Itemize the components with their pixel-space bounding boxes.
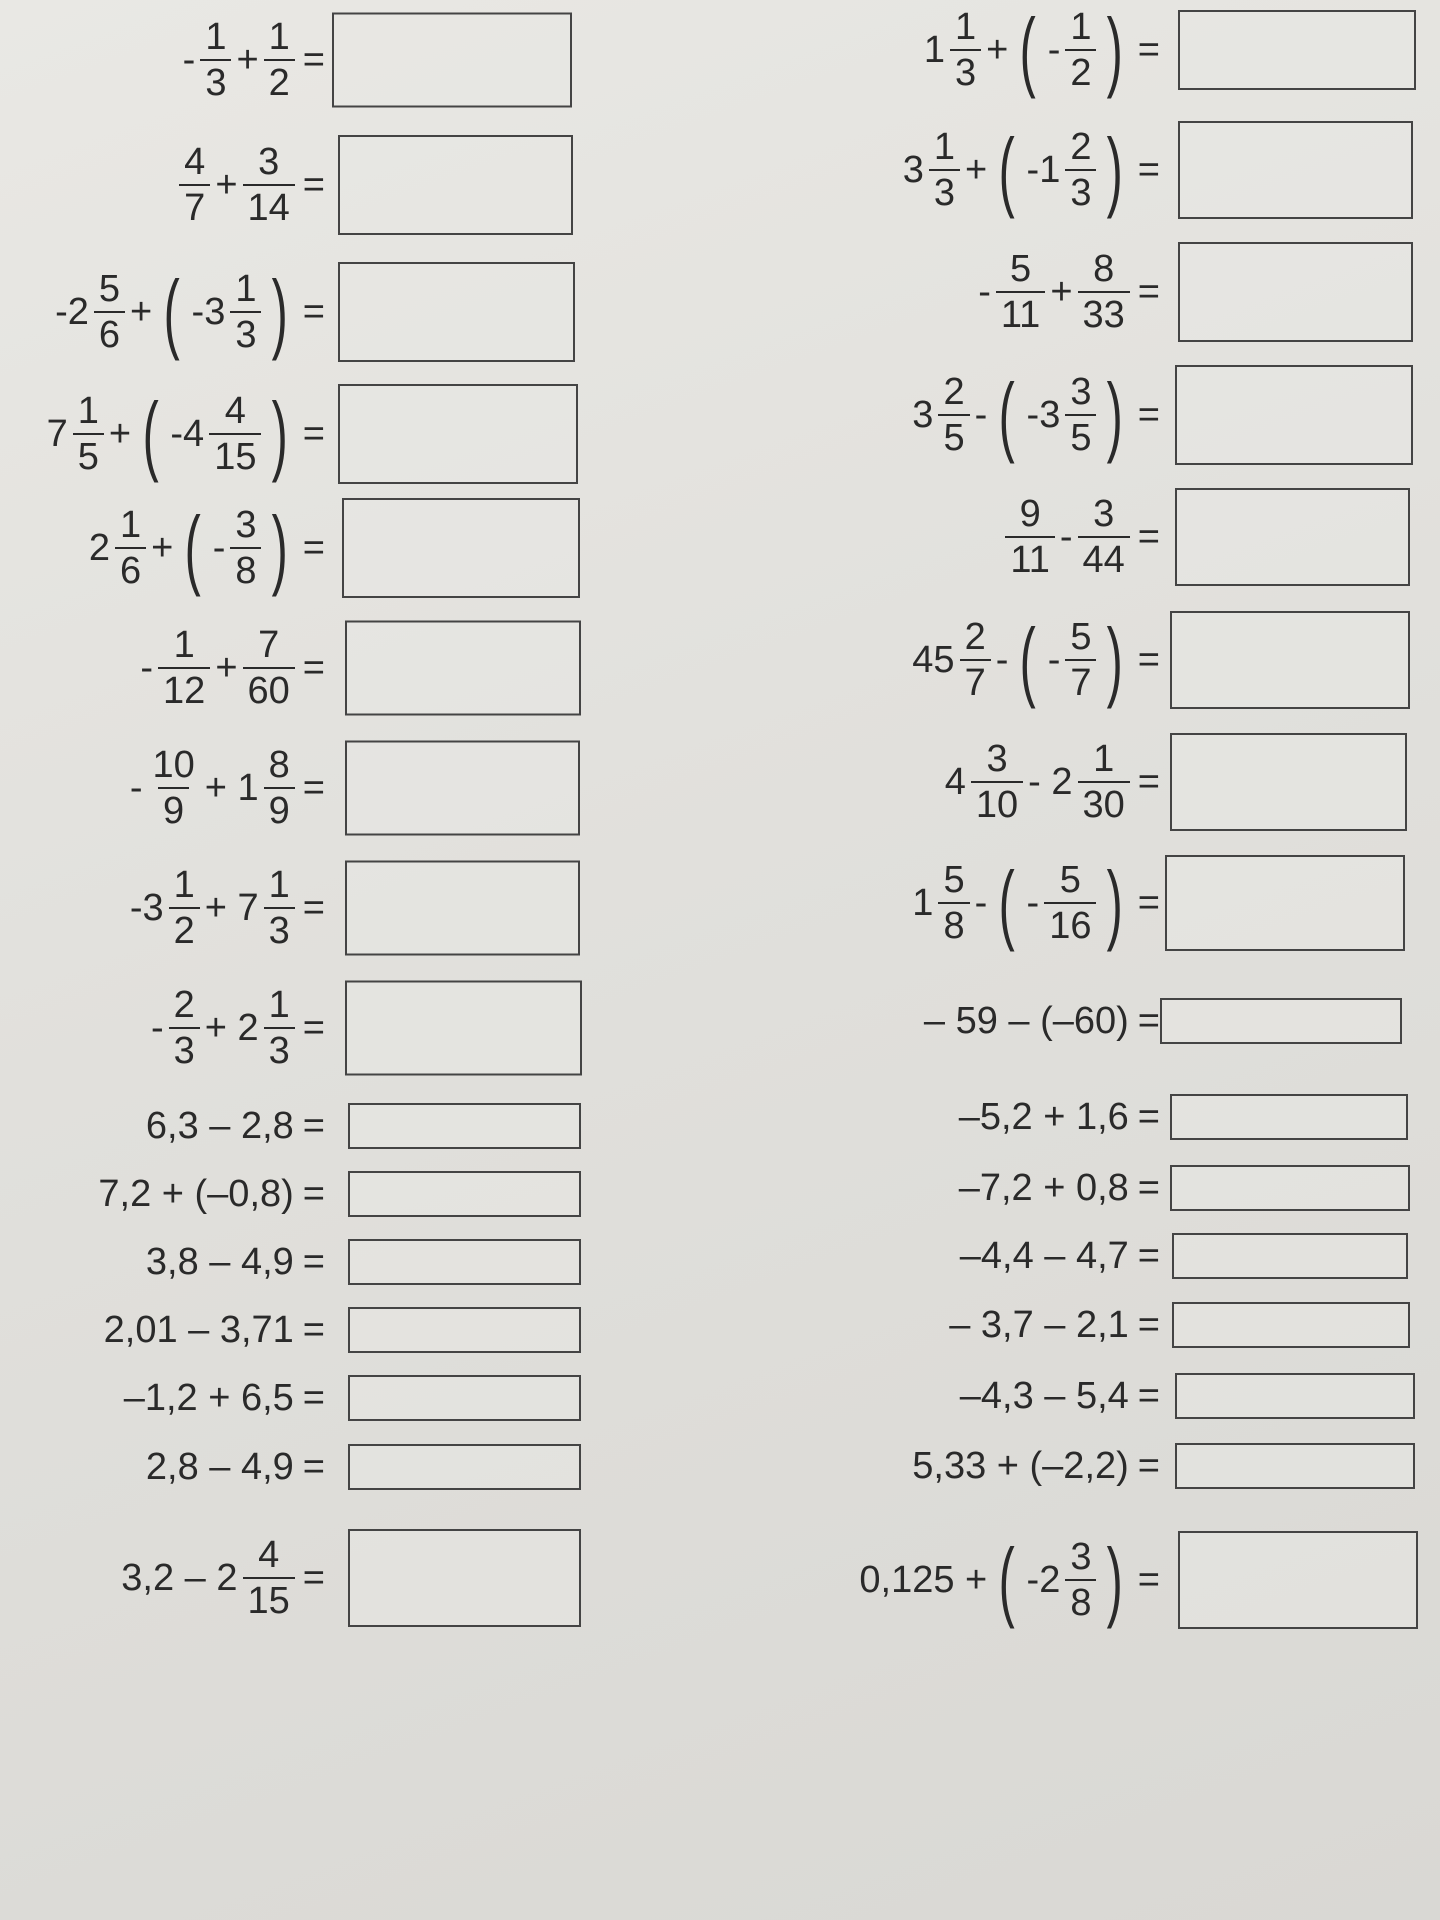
close-paren: ) bbox=[1107, 853, 1124, 952]
answer-box[interactable] bbox=[1178, 10, 1416, 90]
equals-sign: = bbox=[1137, 639, 1160, 681]
fraction bbox=[1065, 373, 1096, 457]
numerator: 1 bbox=[235, 268, 257, 310]
term: 2 bbox=[88, 527, 111, 569]
answer-box[interactable] bbox=[1178, 121, 1413, 219]
numerator: 1 bbox=[268, 864, 290, 906]
equals-sign: = bbox=[1137, 761, 1160, 803]
denominator: 30 bbox=[1078, 781, 1130, 824]
term: + 1 bbox=[204, 767, 259, 809]
answer-box[interactable] bbox=[1170, 1094, 1408, 1140]
term: 1 bbox=[923, 29, 946, 71]
equals-sign: = bbox=[302, 291, 325, 333]
term: – 59 – (–60) bbox=[923, 1000, 1129, 1042]
expression bbox=[957, 1237, 1160, 1275]
equals-sign: = bbox=[1137, 882, 1160, 924]
equals-sign: = bbox=[302, 164, 325, 206]
equals-sign: = bbox=[1137, 394, 1160, 436]
term: - bbox=[974, 882, 988, 924]
open-paren: ( bbox=[163, 262, 180, 361]
numerator: 1 bbox=[173, 624, 195, 666]
open-paren: ( bbox=[998, 1530, 1015, 1629]
equals-sign: = bbox=[1137, 516, 1160, 558]
term: 0,125 + bbox=[859, 1559, 988, 1601]
expression bbox=[143, 1107, 325, 1145]
denominator: 14 bbox=[243, 184, 295, 227]
term: - bbox=[978, 271, 991, 313]
denominator: 15 bbox=[209, 433, 261, 476]
term: + bbox=[151, 527, 174, 569]
open-paren: ( bbox=[1019, 0, 1037, 99]
open-paren: ( bbox=[184, 498, 202, 597]
fraction bbox=[115, 506, 146, 590]
numerator: 1 bbox=[173, 864, 195, 906]
expression bbox=[101, 1311, 325, 1349]
term: 3 bbox=[912, 394, 934, 436]
fraction bbox=[209, 392, 261, 476]
equals-sign: = bbox=[1137, 1235, 1160, 1277]
numerator: 1 bbox=[955, 6, 977, 48]
fraction bbox=[243, 626, 295, 710]
close-paren: ) bbox=[1107, 610, 1124, 709]
answer-box[interactable] bbox=[1170, 611, 1410, 709]
denominator: 5 bbox=[73, 433, 104, 476]
term: –4,3 – 5,4 bbox=[959, 1375, 1129, 1417]
open-paren: ( bbox=[998, 120, 1015, 219]
term: 1 bbox=[912, 882, 934, 924]
expression bbox=[121, 1379, 325, 1417]
equals-sign: = bbox=[1137, 1000, 1160, 1042]
fraction bbox=[179, 143, 210, 227]
term: + bbox=[215, 647, 238, 689]
fraction bbox=[200, 18, 231, 102]
term: + 7 bbox=[204, 887, 259, 929]
equals-sign: = bbox=[302, 1007, 325, 1049]
term: - bbox=[1059, 516, 1073, 558]
term: 3,2 – 2 bbox=[121, 1557, 238, 1599]
term: 3,8 – 4,9 bbox=[145, 1241, 294, 1283]
denominator: 8 bbox=[1065, 1579, 1096, 1622]
expression bbox=[148, 986, 325, 1070]
term: + bbox=[965, 149, 988, 191]
close-paren: ) bbox=[272, 384, 289, 483]
term: 6,3 – 2,8 bbox=[145, 1105, 294, 1147]
open-paren: ( bbox=[998, 853, 1015, 952]
expression bbox=[180, 18, 325, 102]
denominator: 3 bbox=[264, 1027, 295, 1070]
answer-box[interactable] bbox=[342, 498, 580, 598]
close-paren: ) bbox=[272, 262, 289, 361]
answer-box[interactable] bbox=[338, 135, 573, 235]
answer-box[interactable] bbox=[348, 1375, 581, 1421]
term: - 2 bbox=[1028, 761, 1073, 803]
close-paren: ) bbox=[1107, 120, 1124, 219]
numerator: 9 bbox=[1019, 493, 1041, 535]
close-paren: ) bbox=[272, 498, 289, 597]
term: + bbox=[108, 413, 132, 455]
expression bbox=[909, 610, 1160, 709]
denominator: 7 bbox=[1065, 659, 1096, 702]
term: -3 bbox=[191, 291, 226, 333]
open-paren: ( bbox=[1019, 610, 1037, 709]
equals-sign: = bbox=[302, 39, 325, 81]
equals-sign: = bbox=[1137, 1167, 1160, 1209]
fraction bbox=[1065, 8, 1096, 92]
answer-box[interactable] bbox=[1175, 488, 1410, 586]
denominator: 3 bbox=[950, 49, 981, 92]
term: -2 bbox=[1026, 1559, 1061, 1601]
expression bbox=[52, 262, 325, 361]
equals-sign: = bbox=[302, 1377, 325, 1419]
numerator: 1 bbox=[933, 126, 956, 168]
fraction bbox=[1078, 250, 1130, 334]
answer-box[interactable] bbox=[345, 981, 582, 1076]
expression bbox=[956, 1169, 1160, 1207]
denominator: 5 bbox=[938, 414, 969, 457]
denominator: 3 bbox=[200, 59, 231, 102]
equals-sign: = bbox=[302, 767, 325, 809]
expression bbox=[856, 1530, 1160, 1629]
expression bbox=[86, 498, 325, 597]
fraction bbox=[1065, 128, 1096, 212]
equals-sign: = bbox=[302, 1557, 325, 1599]
fraction bbox=[264, 866, 295, 950]
term: 5,33 + (–2,2) bbox=[912, 1445, 1129, 1487]
expression bbox=[118, 1536, 325, 1620]
answer-box[interactable] bbox=[348, 1529, 581, 1627]
fraction bbox=[230, 270, 261, 354]
expression bbox=[909, 1447, 1160, 1485]
answer-box[interactable] bbox=[1178, 1531, 1418, 1629]
close-paren: ) bbox=[1107, 0, 1124, 99]
expression bbox=[44, 384, 325, 483]
term: -3 bbox=[129, 887, 164, 929]
numerator: 1 bbox=[1070, 6, 1092, 48]
equals-sign: = bbox=[302, 527, 325, 569]
term: 2,8 – 4,9 bbox=[145, 1446, 294, 1488]
fraction bbox=[1065, 1538, 1096, 1622]
equals-sign: = bbox=[1137, 271, 1160, 313]
answer-box[interactable] bbox=[348, 1171, 581, 1217]
denominator: 12 bbox=[158, 667, 210, 710]
fraction bbox=[1044, 861, 1096, 945]
term: 2,01 – 3,71 bbox=[103, 1309, 294, 1351]
term: –4,4 – 4,7 bbox=[959, 1235, 1129, 1277]
term: -1 bbox=[1026, 149, 1061, 191]
equals-sign: = bbox=[302, 1309, 325, 1351]
equals-sign: = bbox=[1137, 1559, 1160, 1601]
term: - bbox=[182, 39, 196, 81]
fraction bbox=[147, 746, 199, 830]
numerator: 1 bbox=[268, 984, 290, 1026]
expression bbox=[900, 120, 1160, 219]
fraction bbox=[960, 618, 991, 702]
equals-sign: = bbox=[302, 1173, 325, 1215]
numerator: 3 bbox=[258, 141, 280, 183]
fraction bbox=[950, 8, 981, 92]
term: + bbox=[236, 39, 259, 81]
denominator: 5 bbox=[1065, 414, 1096, 457]
fraction bbox=[938, 373, 969, 457]
term: + bbox=[130, 291, 153, 333]
denominator: 9 bbox=[158, 787, 189, 830]
term: + bbox=[1050, 271, 1073, 313]
fraction bbox=[971, 740, 1023, 824]
expression bbox=[942, 740, 1160, 824]
answer-box[interactable] bbox=[1172, 1302, 1410, 1348]
numerator: 2 bbox=[173, 984, 195, 1026]
expression bbox=[957, 1377, 1160, 1415]
denominator: 6 bbox=[94, 311, 125, 354]
fraction bbox=[230, 506, 261, 590]
term: –1,2 + 6,5 bbox=[123, 1377, 294, 1419]
fraction bbox=[264, 746, 295, 830]
answer-box[interactable] bbox=[348, 1239, 581, 1285]
term: 7 bbox=[46, 413, 68, 455]
term: 45 bbox=[912, 639, 955, 681]
denominator: 11 bbox=[1005, 536, 1054, 579]
numerator: 10 bbox=[152, 744, 195, 786]
term: - bbox=[974, 394, 988, 436]
answer-box[interactable] bbox=[1160, 998, 1402, 1044]
fraction bbox=[938, 861, 969, 945]
expression bbox=[909, 853, 1160, 952]
answer-box[interactable] bbox=[332, 13, 572, 108]
equals-sign: = bbox=[1137, 1304, 1160, 1346]
expression bbox=[921, 0, 1160, 99]
equals-sign: = bbox=[1137, 1096, 1160, 1138]
term: –5,2 + 1,6 bbox=[958, 1096, 1129, 1138]
equals-sign: = bbox=[1137, 1445, 1160, 1487]
equals-sign: = bbox=[302, 647, 325, 689]
numerator: 1 bbox=[1093, 738, 1115, 780]
term: - bbox=[1047, 29, 1061, 71]
numerator: 5 bbox=[1059, 859, 1081, 901]
term: - bbox=[1047, 639, 1061, 681]
equals-sign: = bbox=[302, 1105, 325, 1147]
numerator: 8 bbox=[268, 744, 290, 786]
term: + bbox=[215, 164, 238, 206]
denominator: 15 bbox=[243, 1577, 295, 1620]
numerator: 4 bbox=[258, 1534, 280, 1576]
numerator: 3 bbox=[1070, 371, 1092, 413]
expression bbox=[1003, 495, 1160, 579]
answer-box[interactable] bbox=[1165, 855, 1405, 951]
denominator: 33 bbox=[1078, 291, 1130, 334]
denominator: 3 bbox=[230, 311, 261, 354]
expression bbox=[137, 626, 325, 710]
fraction bbox=[169, 986, 200, 1070]
fraction bbox=[996, 250, 1045, 334]
equals-sign: = bbox=[1137, 29, 1160, 71]
expression bbox=[143, 1448, 325, 1486]
term: -4 bbox=[170, 413, 205, 455]
close-paren: ) bbox=[1107, 365, 1124, 464]
term: - bbox=[129, 767, 143, 809]
denominator: 2 bbox=[169, 907, 200, 950]
term: - bbox=[140, 647, 154, 689]
denominator: 3 bbox=[929, 169, 960, 212]
denominator: 8 bbox=[938, 902, 969, 945]
answer-box[interactable] bbox=[1175, 1443, 1415, 1489]
numerator: 5 bbox=[1070, 616, 1092, 658]
term: 7,2 + (–0,8) bbox=[98, 1173, 294, 1215]
open-paren: ( bbox=[998, 365, 1015, 464]
equals-sign: = bbox=[302, 1241, 325, 1283]
numerator: 5 bbox=[98, 268, 121, 310]
denominator: 44 bbox=[1078, 536, 1130, 579]
open-paren: ( bbox=[142, 384, 159, 483]
answer-box[interactable] bbox=[345, 741, 580, 836]
expression bbox=[921, 1002, 1160, 1040]
denominator: 8 bbox=[230, 547, 261, 590]
denominator: 2 bbox=[264, 59, 295, 102]
fraction bbox=[929, 128, 960, 212]
numerator: 2 bbox=[964, 616, 986, 658]
term: – 3,7 – 2,1 bbox=[949, 1304, 1129, 1346]
numerator: 1 bbox=[77, 390, 99, 432]
answer-box[interactable] bbox=[345, 861, 580, 956]
denominator: 3 bbox=[169, 1027, 200, 1070]
denominator: 2 bbox=[1065, 49, 1096, 92]
equals-sign: = bbox=[302, 413, 325, 455]
denominator: 7 bbox=[179, 184, 210, 227]
answer-box[interactable] bbox=[338, 262, 575, 362]
term: + bbox=[986, 29, 1009, 71]
denominator: 60 bbox=[243, 667, 295, 710]
fraction bbox=[1065, 618, 1096, 702]
expression bbox=[909, 365, 1160, 464]
expression bbox=[177, 143, 325, 227]
term: + 2 bbox=[204, 1007, 259, 1049]
numerator: 5 bbox=[1010, 248, 1032, 290]
answer-box[interactable] bbox=[338, 384, 578, 484]
numerator: 4 bbox=[184, 141, 206, 183]
term: -2 bbox=[55, 291, 89, 333]
answer-box[interactable] bbox=[1175, 365, 1413, 465]
fraction bbox=[73, 392, 104, 476]
term: - bbox=[1026, 882, 1040, 924]
term: 4 bbox=[944, 761, 966, 803]
expression bbox=[975, 250, 1160, 334]
fraction bbox=[158, 626, 210, 710]
equals-sign: = bbox=[302, 1446, 325, 1488]
term: 3 bbox=[902, 149, 924, 191]
expression bbox=[956, 1098, 1160, 1136]
equals-sign: = bbox=[1137, 149, 1160, 191]
expression bbox=[143, 1243, 325, 1281]
numerator: 1 bbox=[268, 16, 290, 58]
numerator: 4 bbox=[224, 390, 246, 432]
numerator: 8 bbox=[1093, 248, 1115, 290]
close-paren: ) bbox=[1107, 1530, 1124, 1629]
answer-box[interactable] bbox=[348, 1307, 581, 1353]
fraction bbox=[169, 866, 200, 950]
numerator: 2 bbox=[1070, 126, 1092, 168]
equals-sign: = bbox=[302, 887, 325, 929]
numerator: 1 bbox=[205, 16, 227, 58]
answer-box[interactable] bbox=[345, 621, 581, 716]
expression bbox=[127, 866, 325, 950]
denominator: 11 bbox=[996, 291, 1045, 334]
equals-sign: = bbox=[1137, 1375, 1160, 1417]
fraction bbox=[94, 270, 125, 354]
numerator: 7 bbox=[258, 624, 280, 666]
term: - bbox=[150, 1007, 164, 1049]
fraction bbox=[264, 986, 295, 1070]
fraction bbox=[243, 143, 295, 227]
term: -3 bbox=[1026, 394, 1061, 436]
numerator: 3 bbox=[1070, 1536, 1092, 1578]
numerator: 3 bbox=[1093, 493, 1115, 535]
answer-box[interactable] bbox=[1178, 242, 1413, 342]
expression bbox=[127, 746, 325, 830]
fraction bbox=[264, 18, 295, 102]
denominator: 6 bbox=[115, 547, 146, 590]
expression bbox=[946, 1306, 1160, 1344]
numerator: 2 bbox=[943, 371, 965, 413]
fraction bbox=[1005, 495, 1054, 579]
denominator: 3 bbox=[1065, 169, 1096, 212]
answer-box[interactable] bbox=[1170, 733, 1407, 831]
numerator: 3 bbox=[235, 504, 257, 546]
answer-box[interactable] bbox=[1175, 1373, 1415, 1419]
term: –7,2 + 0,8 bbox=[958, 1167, 1129, 1209]
fraction bbox=[1078, 495, 1130, 579]
numerator: 3 bbox=[986, 738, 1008, 780]
numerator: 1 bbox=[120, 504, 142, 546]
denominator: 9 bbox=[264, 787, 295, 830]
fraction bbox=[1078, 740, 1130, 824]
answer-box[interactable] bbox=[1170, 1165, 1410, 1211]
term: - bbox=[995, 639, 1009, 681]
denominator: 16 bbox=[1044, 902, 1096, 945]
fraction bbox=[243, 1536, 295, 1620]
answer-box[interactable] bbox=[348, 1103, 581, 1149]
expression bbox=[95, 1175, 325, 1213]
numerator: 5 bbox=[943, 859, 965, 901]
denominator: 10 bbox=[971, 781, 1023, 824]
answer-box[interactable] bbox=[1172, 1233, 1408, 1279]
term: - bbox=[212, 527, 226, 569]
answer-box[interactable] bbox=[348, 1444, 581, 1490]
denominator: 3 bbox=[264, 907, 295, 950]
denominator: 7 bbox=[960, 659, 991, 702]
